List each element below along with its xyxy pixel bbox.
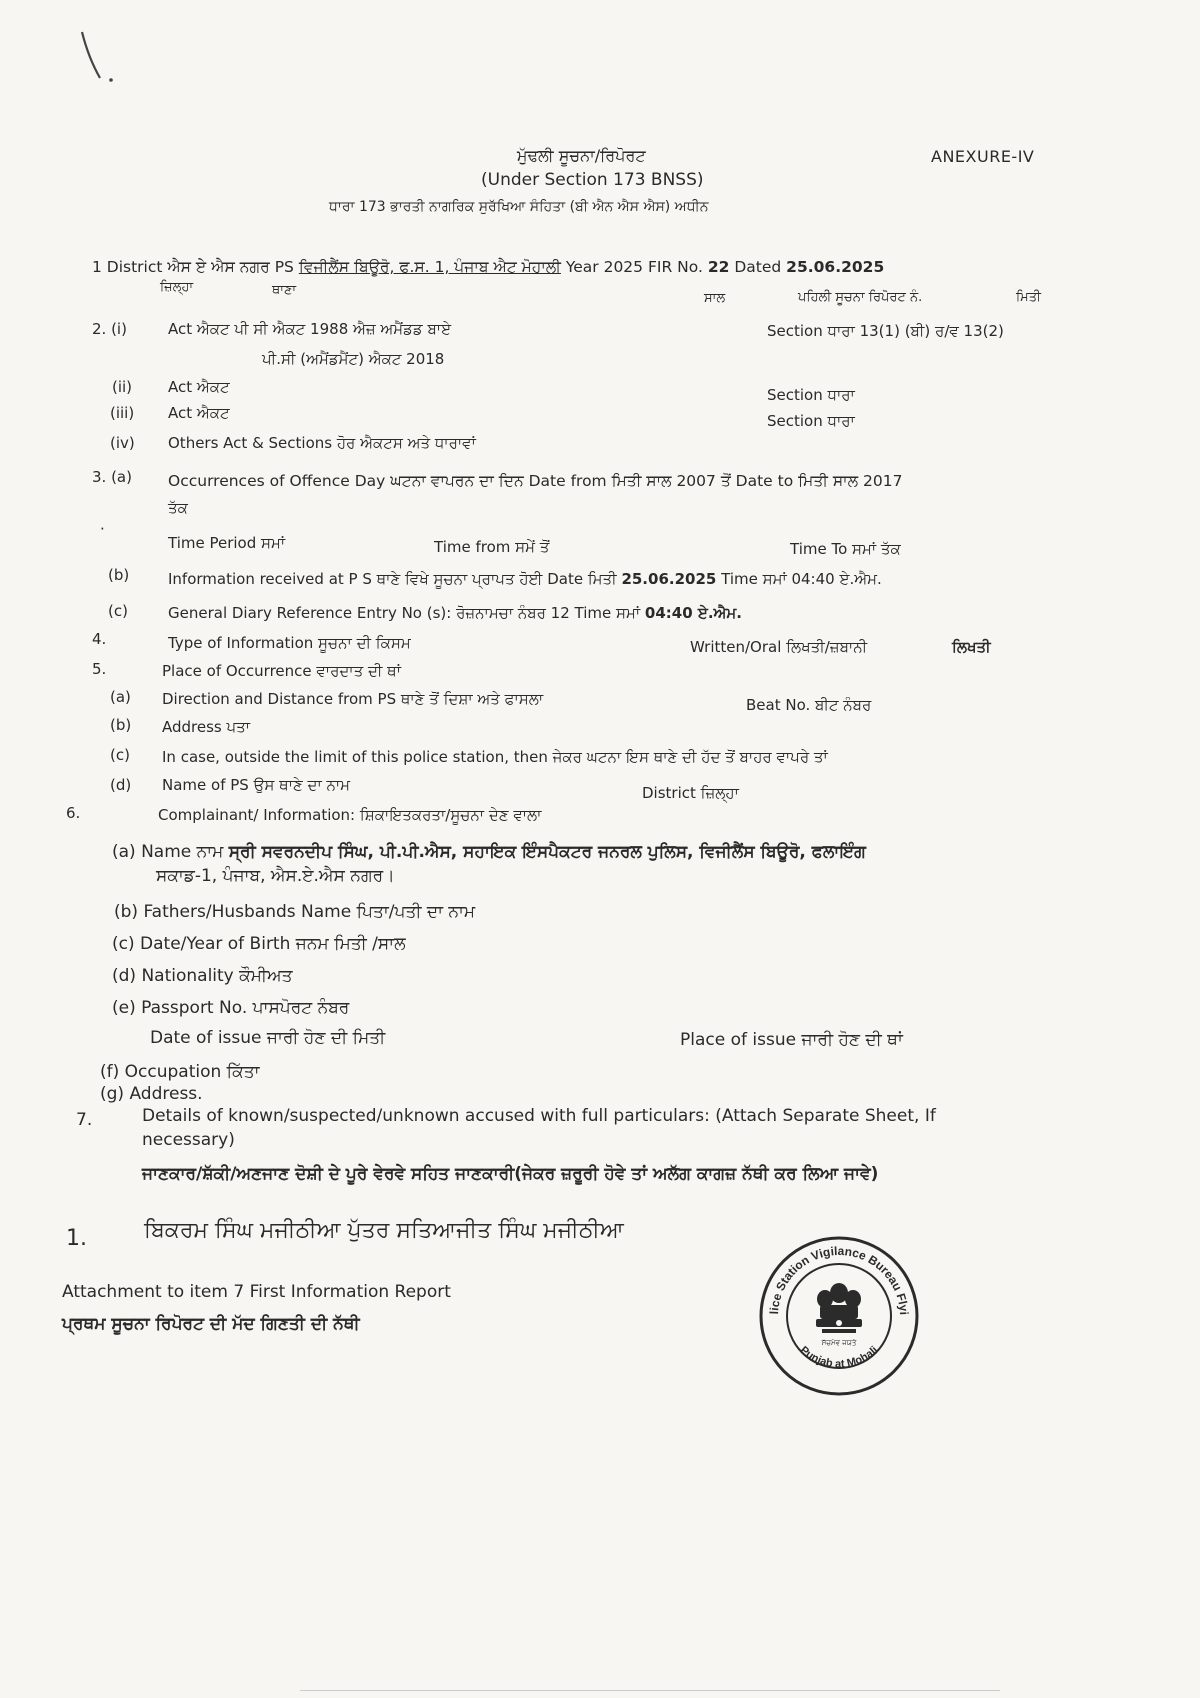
item2-num-iv: (iv) (110, 434, 135, 452)
footer-attachment: Attachment to item 7 First Information Report (62, 1282, 451, 1302)
item6-dob: (c) Date/Year of Birth ਜਨਮ ਮਿਤੀ /ਸਾਲ (112, 934, 406, 954)
item6-nationality: (d) Nationality ਕੌਮੀਅਤ (112, 966, 293, 986)
item5-address: Address ਪਤਾ (162, 718, 251, 736)
item2-act-i: Act ਐਕਟ ਪੀ ਸੀ ਐਕਟ 1988 ਐਜ਼ ਅਮੈਂਡਡ ਬਾਏ (168, 320, 452, 338)
item1-line (92, 258, 884, 277)
item5-beat: Beat No. ਬੀਟ ਨੰਬਰ (746, 696, 872, 714)
item5-num-d: (d) (110, 776, 132, 794)
item1-sub-date: ਮਿਤੀ (1016, 290, 1041, 305)
item5-place: Place of Occurrence ਵਾਰਦਾਤ ਦੀ ਥਾਂ (162, 662, 401, 680)
item7-details-pa: ਜਾਣਕਾਰ/ਸ਼ੱਕੀ/ਅਣਜਾਣ ਦੋਸ਼ੀ ਦੇ ਪੂਰੇ ਵੇਰਵੇ ਸਹਿਤ ਜਾਣਕਾਰੀ(ਜੇਕਰ ਜ਼ਰੂਰੀ ਹੋਵੇ ਤਾਂ ਅਲੱਗ ਕਾਗਜ਼ ਨੱਥੀ ਕਰ ਲਿਆ ਜਾਵੇ) (142, 1164, 879, 1184)
header-title: ਮੁੱਢਲੀ ਸੂਚਨਾ/ਰਿਪੋਰਟ (517, 146, 646, 165)
item3-time-period: Time Period ਸਮਾਂ (168, 534, 286, 552)
item6-num: 6. (66, 804, 81, 822)
item6-address: (g) Address. (100, 1084, 203, 1104)
item3-info-received: Information received at P S ਥਾਣੇ ਵਿਖੇ ਸੂਚਨਾ ਪ੍ਰਾਪਤ ਹੋਈ Date ਮਿਤੀ (168, 570, 617, 588)
official-seal (758, 1235, 920, 1397)
item5-num-a: (a) (110, 688, 131, 706)
item6-complainant: Complainant/ Information: ਸ਼ਿਕਾਇਤਕਰਤਾ/ਸੂਚਨਾ ਦੇਣ ਵਾਲਾ (158, 806, 542, 824)
item4-written-label: Written/Oral ਲਿਖਤੀ/ਜ਼ਬਾਨੀ (690, 638, 868, 656)
item1-year-label: Year 2025 FIR No. (565, 258, 703, 276)
item5-num-b: (b) (110, 716, 132, 734)
header-subtitle-pa: ਧਾਰਾ 173 ਭਾਰਤੀ ਨਾਗਰਿਕ ਸੁਰੱਖਿਆ ਸੰਹਿਤਾ (ਬੀ ਐਨ ਐਸ ਐਸ) ਅਧੀਨ (329, 199, 709, 215)
item3-gd-time: 04:40 ਏ.ਐਮ. (644, 604, 742, 622)
item1-date: 25.06.2025 (786, 258, 885, 276)
item3-time-from: Time from ਸਮੇਂ ਤੋਂ (434, 538, 550, 556)
item5-district: District ਜ਼ਿਲ੍ਹਾ (642, 784, 739, 802)
item6-father: (b) Fathers/Husbands Name ਪਿਤਾ/ਪਤੀ ਦਾ ਨਾਮ (114, 902, 476, 922)
item2-act-ii: Act ਐਕਟ (168, 378, 230, 396)
svg-text:Police Station Vigilance Burea (758, 1235, 911, 1315)
item3-num-c: (c) (108, 602, 128, 620)
item1-sub-ps: ਥਾਣਾ (272, 283, 297, 298)
item4-type: Type of Information ਸੂਚਨਾ ਦੀ ਕਿਸਮ (168, 634, 411, 652)
item7-details: Details of known/suspected/unknown accused with full particulars: (Attach Separate Sheet, If (142, 1106, 936, 1126)
accused-name: ਬਿਕਰਮ ਸਿੰਘ ਮਜੀਠੀਆ ਪੁੱਤਰ ਸਤਿਆਜੀਤ ਸਿੰਘ ਮਜੀਠੀਆ (144, 1218, 624, 1243)
annexure-label: ANEXURE-IV (931, 147, 1035, 166)
header-subtitle: (Under Section 173 BNSS) (481, 170, 704, 190)
item5-outside: In case, outside the limit of this police station, then ਜੇਕਰ ਘਟਨਾ ਇਸ ਥਾਣੇ ਦੀ ਹੱਦ ਤੋਂ ਬਾਹਰ ਵਾਪਰੇ ਤਾਂ (162, 748, 828, 766)
page-bottom-rule (300, 1690, 1000, 1691)
item3-info-date: 25.06.2025 (621, 570, 717, 588)
item1-sub-year: ਸਾਲ (704, 291, 726, 306)
item7-num: 7. (76, 1110, 93, 1130)
item2-num-ii: (ii) (112, 378, 133, 396)
item3-gd-line (168, 604, 742, 622)
item3-num-b: (b) (108, 566, 130, 584)
item3-bullet: · (100, 520, 105, 538)
seal-graphic (758, 1235, 920, 1397)
item3-occurrence: Occurrences of Offence Day ਘਟਨਾ ਵਾਪਰਨ ਦਾ ਦਿਨ Date from ਮਿਤੀ ਸਾਲ 2007 ਤੋਂ Date to ਮਿਤੀ ਸਾਲ 2017 (168, 472, 903, 490)
item7-details-cont: necessary) (142, 1130, 235, 1150)
item2-section-i: Section ਧਾਰਾ 13(1) (ਬੀ) ਰ/ਵ 13(2) (767, 322, 1004, 340)
footer-attachment-pa: ਪ੍ਰਥਮ ਸੂਚਨਾ ਰਿਪੋਰਟ ਦੀ ਮੱਦ ਗਿਣਤੀ ਦੀ ਨੱਥੀ (62, 1314, 360, 1334)
item1-fir-no: 22 (707, 258, 730, 276)
item6-name-line (112, 842, 866, 862)
item4-num: 4. (92, 630, 107, 648)
item1-dated-label: Dated (734, 258, 782, 276)
item1-ps-name: ਵਿਜੀਲੈਂਸ ਬਿਊਰੋ, ਫ.ਸ. 1, ਪੰਜਾਬ ਐਟ ਮੋਹਾਲੀ (298, 258, 561, 276)
item3-gd-entry: General Diary Reference Entry No (s): ਰੋਜ਼ਨਾਮਚਾ ਨੰਬਰ 12 Time ਸਮਾਂ (168, 604, 641, 622)
item1-prefix: 1 District ਐਸ ਏ ਐਸ ਨਗਰ PS (92, 258, 294, 276)
item3-occurrence-cont: ਤੱਕ (168, 499, 188, 517)
item6-name-label: (a) Name ਨਾਮ (112, 842, 229, 862)
seal-text-top: lice Station Vigilance Bureau Flyi (767, 1243, 912, 1316)
item6-issue-place: Place of issue ਜਾਰੀ ਹੋਣ ਦੀ ਥਾਂ (680, 1030, 903, 1050)
item6-name-value: ਸ੍ਰੀ ਸਵਰਨਦੀਪ ਸਿੰਘ, ਪੀ.ਪੀ.ਐਸ, ਸਹਾਇਕ ਇੰਸਪੈਕਟਰ ਜਨਰਲ ਪੁਲਿਸ, ਵਿਜੀਲੈਂਸ ਬਿਊਰੋ, ਫਲਾਇੰਗ (228, 842, 866, 862)
seal-center-text: ਸੱਚਮੇਵ ਜਯਤੇ (821, 1339, 857, 1347)
item3-info-time: Time ਸਮਾਂ 04:40 ਏ.ਐਮ. (721, 570, 882, 588)
item6-occupation: (f) Occupation ਕਿੱਤਾ (100, 1062, 260, 1082)
item4-written-value: ਲਿਖਤੀ (952, 638, 991, 656)
item2-num-iii: (iii) (110, 404, 135, 422)
item5-num-c: (c) (110, 746, 130, 764)
accused-num: 1. (66, 1226, 87, 1251)
item2-others: Others Act & Sections ਹੋਰ ਐਕਟਸ ਅਤੇ ਧਾਰਾਵਾਂ (168, 434, 476, 452)
emblem-icon (816, 1283, 862, 1333)
svg-text:Punjab at Mohali (798, 1344, 881, 1370)
item6-issue-date: Date of issue ਜਾਰੀ ਹੋਣ ਦੀ ਮਿਤੀ (150, 1028, 386, 1048)
item2-act-i-cont: ਪੀ.ਸੀ (ਅਮੈਂਡਮੈਂਟ) ਐਕਟ 2018 (262, 350, 445, 368)
item3-num-a: 3. (a) (92, 468, 132, 486)
item2-act-iii: Act ਐਕਟ (168, 404, 230, 422)
item1-sub-district: ਜ਼ਿਲ੍ਹਾ (160, 280, 194, 295)
item5-ps-name: Name of PS ਉਸ ਥਾਣੇ ਦਾ ਨਾਮ (162, 776, 351, 794)
item5-direction: Direction and Distance from PS ਥਾਣੇ ਤੋਂ ਦਿਸ਼ਾ ਅਤੇ ਫਾਸਲਾ (162, 690, 544, 708)
item3-info-line (168, 570, 882, 588)
corner-mark (78, 28, 118, 92)
item2-num-i: 2. (i) (92, 320, 127, 338)
item5-num: 5. (92, 660, 107, 678)
item2-section-ii: Section ਧਾਰਾ (767, 386, 855, 404)
item6-passport: (e) Passport No. ਪਾਸਪੋਰਟ ਨੰਬਰ (112, 998, 350, 1018)
seal-text-bottom: Punjab at Mohali (797, 1344, 881, 1371)
item3-time-to: Time To ਸਮਾਂ ਤੱਕ (790, 540, 901, 558)
item2-section-iii: Section ਧਾਰਾ (767, 412, 855, 430)
item6-name-cont: ਸਕਾਡ-1, ਪੰਜਾਬ, ਐਸ.ਏ.ਐਸ ਨਗਰ। (156, 866, 395, 886)
item1-sub-fir: ਪਹਿਲੀ ਸੂਚਨਾ ਰਿਪੋਰਟ ਨੰ. (798, 290, 923, 305)
